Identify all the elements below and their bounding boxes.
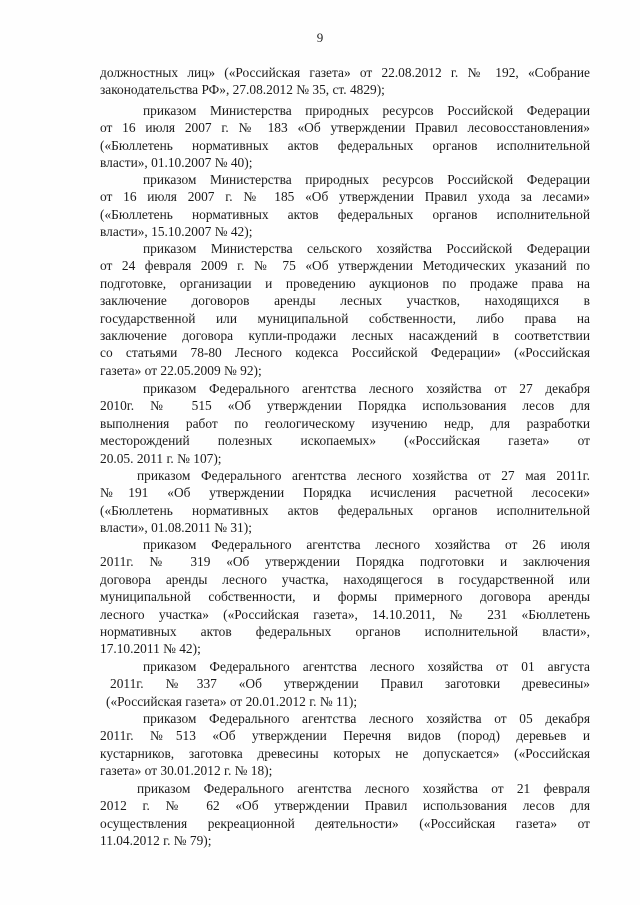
text-line: приказом Министерства природных ресурсов Российской Федерации — [143, 103, 590, 118]
paragraph-8 — [106, 658, 590, 710]
text-line: от 16 июля 2007 г. № 183 «Об утверждении Правил лесовосстановления» — [100, 120, 590, 136]
text-line: подготовке, организации и проведению аукционов по продаже права на — [100, 275, 590, 291]
text-line: договора аренды лесного участка, находящегося в государственной или — [100, 571, 590, 587]
text-line: приказом Федерального агентства лесного хозяйства от 21 февраля — [137, 781, 590, 796]
paragraph-1 — [100, 64, 590, 99]
text-line: 2011г. № 319 «Об утверждении Порядка подготовки и заключения — [100, 554, 590, 570]
paragraph-9 — [100, 710, 590, 780]
text-line: приказом Федерального агентства лесного хозяйства от 05 декабря — [143, 711, 590, 726]
text-line: заключение договора купли-продажи лесных насаждений в соответствии — [100, 328, 590, 344]
page-number: 9 — [316, 30, 324, 45]
text-line: («Российская газета» от 20.01.2012 г. № 11); — [106, 693, 358, 709]
text-line: №191 «Об утверждении Порядка исчисления расчетной лесосеки» — [100, 485, 590, 501]
paragraph-4 — [100, 240, 590, 379]
text-line: законодательства РФ», 27.08.2012 № 35, ст. 4829); — [100, 82, 385, 98]
text-line: газета» от 22.05.2009 № 92); — [100, 362, 262, 378]
text-line: лесного участка» («Российская газета», 14.10.2011, № 231 «Бюллетень — [100, 606, 590, 622]
text-line: газета» от 30.01.2012 г. № 18); — [100, 763, 273, 779]
paragraph-2 — [100, 102, 590, 172]
text-line: («Бюллетень нормативных актов федеральных органов исполнительной — [100, 206, 590, 222]
text-line: муниципальной собственности, и формы примерного договора аренды — [100, 589, 590, 605]
text-line: приказом Федерального агентства лесного хозяйства от 26 июля — [143, 537, 590, 552]
text-line: кустарников, заготовка древесины которых не допускается» («Российская — [100, 745, 590, 761]
text-line: 2011г. №513 «Об утверждении Перечня видов (пород) деревьев и — [100, 728, 590, 744]
paragraph-10 — [100, 780, 590, 850]
text-line: 11.04.2012 г. № 79); — [100, 833, 212, 849]
text-line: приказом Министерства природных ресурсов Российской Федерации — [143, 172, 590, 187]
text-line: 17.10.2011 № 42); — [100, 641, 201, 657]
text-line: («Бюллетень нормативных актов федеральных органов исполнительной — [100, 137, 590, 153]
text-line: власти», 15.10.2007 № 42); — [100, 224, 253, 240]
text-line: 2010г. № 515 «Об утверждении Порядка использования лесов для — [100, 398, 590, 414]
text-line: осуществления рекреационной деятельности» («Российская газета» от — [100, 815, 590, 831]
text-line: 2012 г. № 62 «Об утверждении Правил использования лесов для — [100, 798, 590, 814]
text-line: со статьями 78-80 Лесного кодекса Российской Федерации» («Российская — [100, 345, 590, 361]
text-line: приказом Федерального агентства лесного хозяйства от 27 декабря — [143, 381, 590, 396]
text-line: государственной или муниципальной собственности, либо права на — [100, 310, 590, 326]
text-line: от 16 июля 2007 г. № 185 «Об утверждении Правил ухода за лесами» — [100, 189, 590, 205]
paragraph-3 — [100, 171, 590, 241]
paragraph-6 — [100, 467, 590, 537]
text-line: месторождений полезных ископаемых» («Российская газета» от — [100, 433, 590, 449]
paragraph-5 — [100, 380, 590, 467]
text-line: выполнения работ по геологическому изучению недр, для разработки — [100, 415, 590, 431]
text-line: («Бюллетень нормативных актов федеральных органов исполнительной — [100, 502, 590, 518]
text-line: 20.05. 2011 г. № 107); — [100, 450, 222, 466]
text-line: нормативных актов федеральных органов исполнительной власти», — [100, 624, 590, 640]
text-line: власти», 01.10.2007 № 40); — [100, 155, 253, 171]
text-line: 2011г. №337 «Об утверждении Правил заготовки древесины» — [110, 676, 590, 692]
text-line: власти», 01.08.2011 № 31); — [100, 520, 252, 536]
text-line: должностных лиц» («Российская газета» от 22.08.2012 г. № 192, «Собрание — [100, 65, 590, 80]
text-line: заключение договоров аренды лесных участков, находящихся в — [100, 293, 590, 309]
text-line: приказом Федерального агентства лесного хозяйства от 01 августа — [143, 659, 590, 674]
paragraph-7 — [100, 536, 590, 658]
text-line: приказом Министерства сельского хозяйства Российской Федерации — [143, 241, 590, 256]
text-line: приказом Федерального агентства лесного хозяйства от 27 мая 2011г. — [137, 468, 590, 483]
text-line: от 24 февраля 2009 г. № 75 «Об утверждении Методических указаний по — [100, 258, 590, 274]
